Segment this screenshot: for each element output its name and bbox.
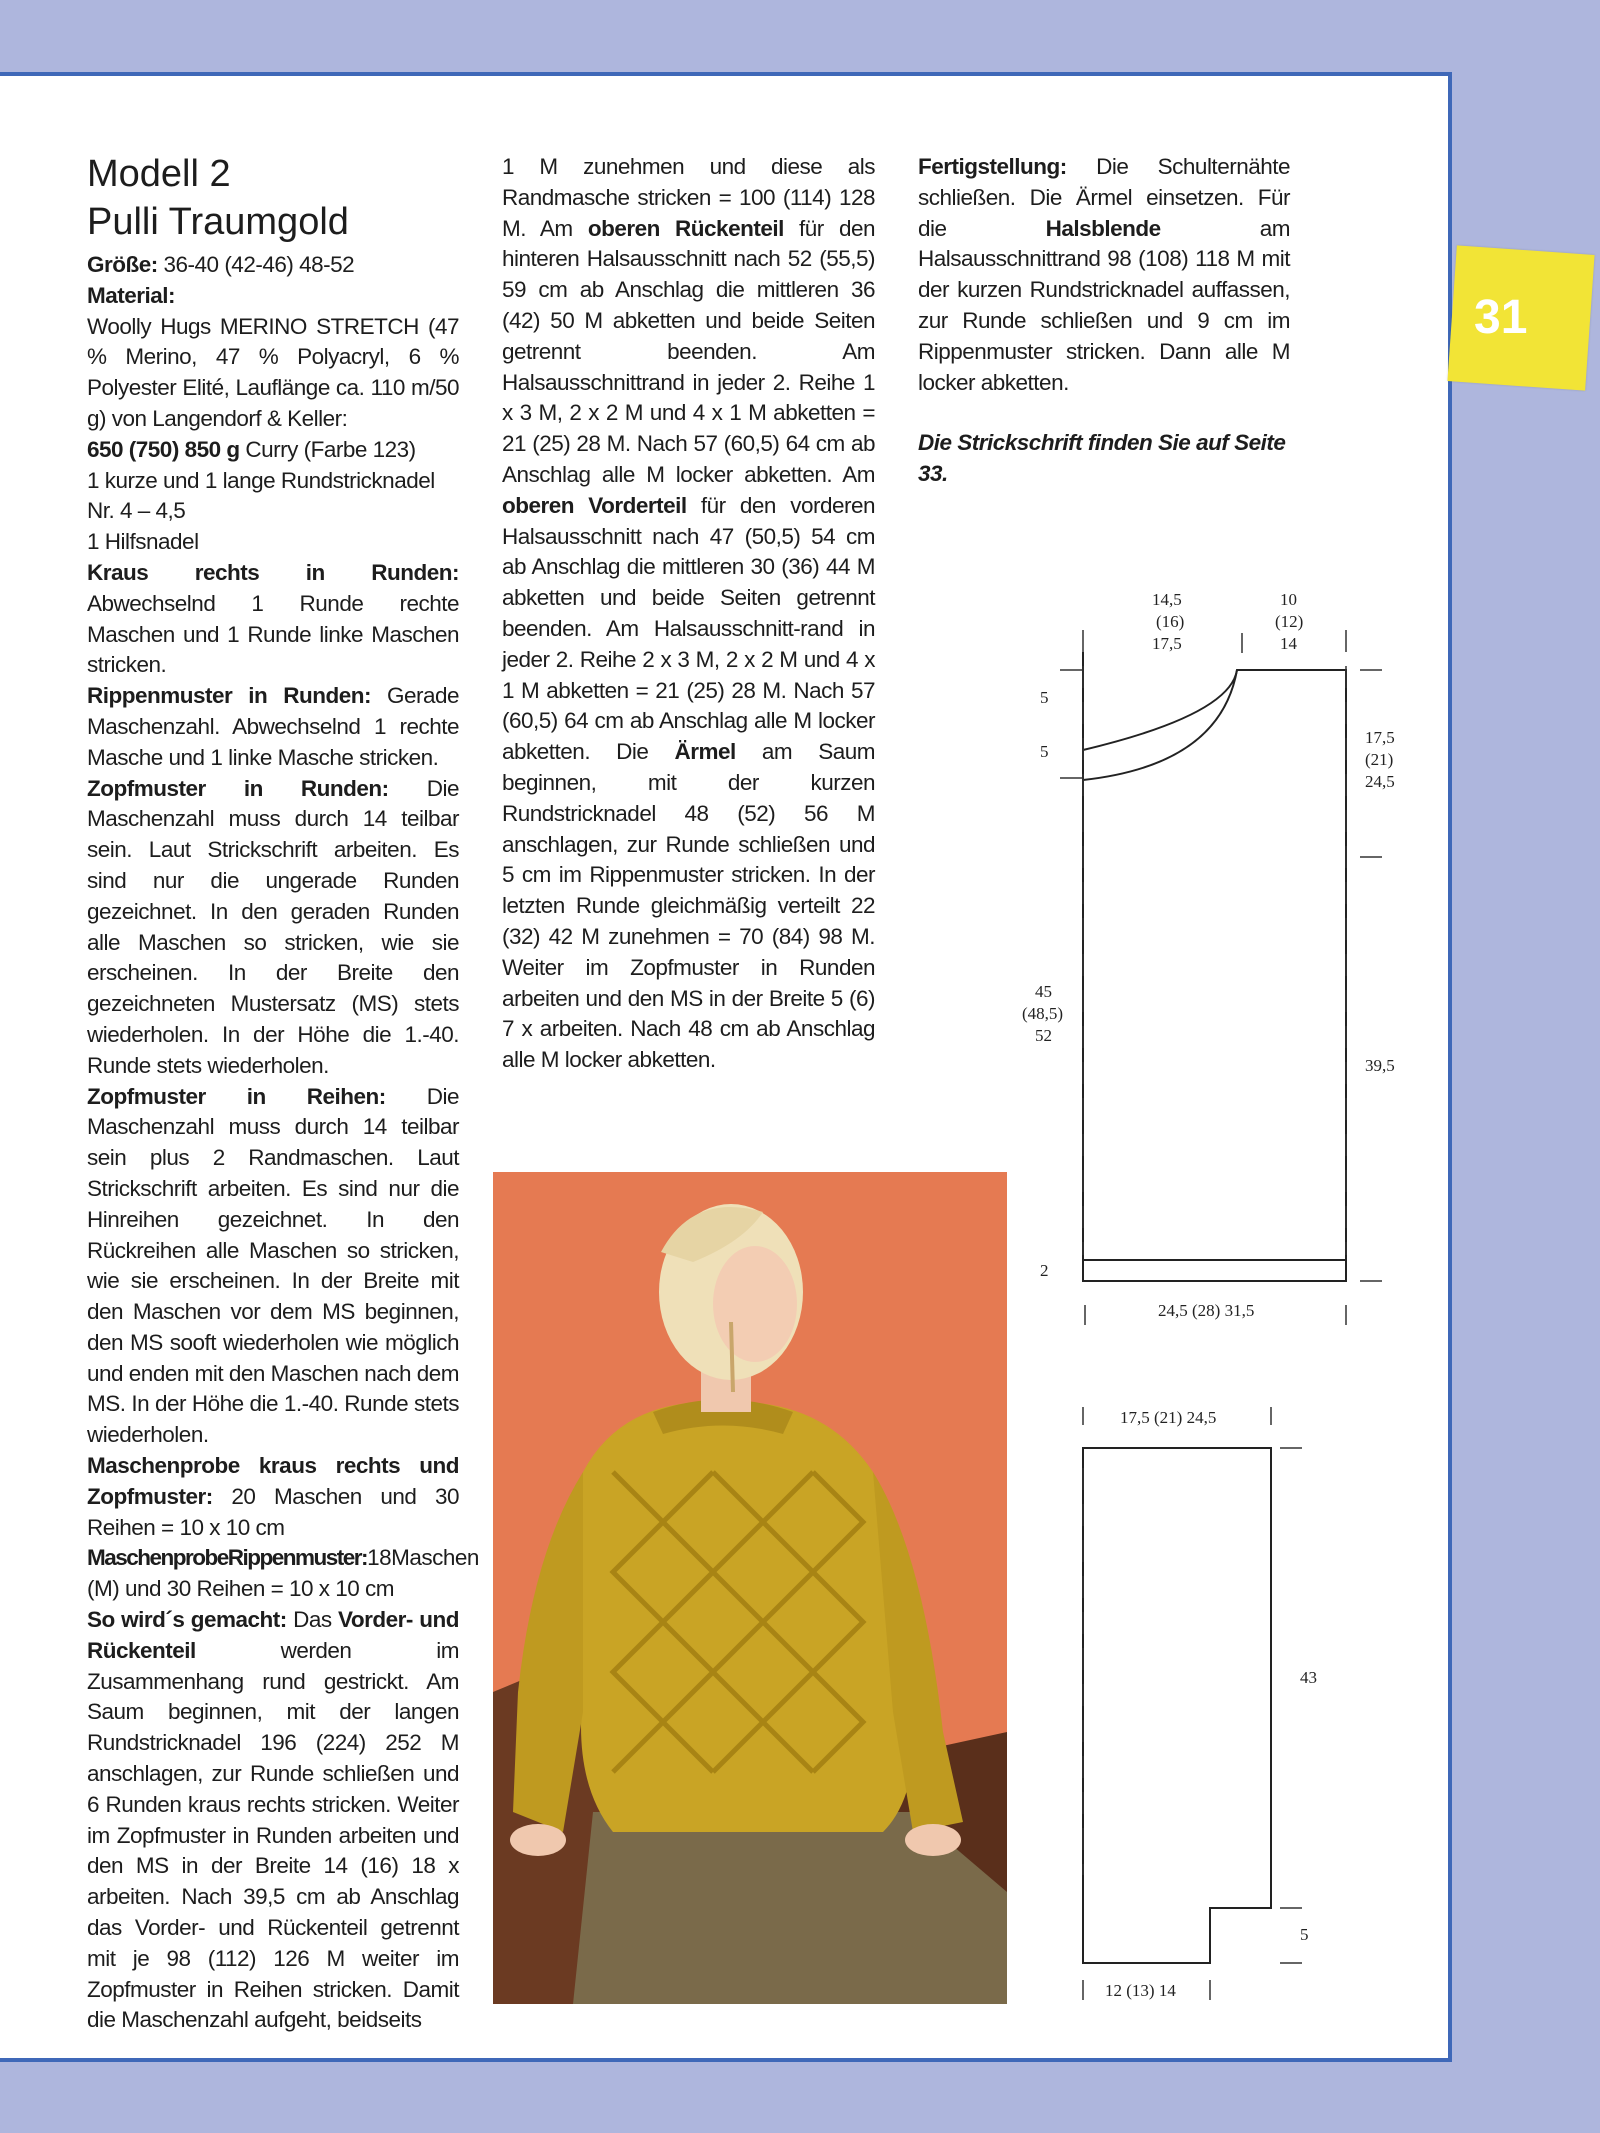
dim-neck-width-3: 17,5 — [1152, 634, 1182, 653]
dim-armhole-2: (21) — [1365, 750, 1394, 769]
column-1 — [87, 150, 479, 2036]
cable-needle-text: 1 Hilfsnadel — [87, 529, 199, 555]
right-hand — [905, 1824, 961, 1856]
dim-length-2: (48,5) — [1022, 1004, 1064, 1023]
cable-rows-paragraph: Zopfmuster in Reihen: Die Maschenzahl muss durch 14 teilbar sein plus 2 Randmaschen. Laut Strickschrift arbeiten. Es sind nur die Hinreihen gezeichnet. In den Rückreihen alle Maschen so stricken, wie sie erscheinen. In der Breite mit den Maschen vor dem MS beginnen, den MS sooft wiederholen wie möglich und enden mit den Maschen nach dem MS. In der Höhe die 1.-40. Runde stets wiederholen. — [87, 1083, 460, 1448]
photo-illustration — [493, 1172, 1007, 2004]
sleeve-schematic — [1083, 1407, 1317, 2000]
body-front-neckline — [1083, 670, 1237, 780]
dim-front-neck-depth: 5 — [1040, 742, 1049, 761]
gauge-rib-paragraph: MaschenprobeRippenmuster:18Maschen (M) und 30 Reihen = 10 x 10 cm — [87, 1545, 479, 1602]
cable-rounds-paragraph: Zopfmuster in Runden: Die Maschenzahl muss durch 14 teilbar sein. Laut Strickschrift arbeiten. Es sind nur die ungerade Runden gezeichnet. In den geraden Runden alle Maschen so stricken, wie sie erscheinen. In der Breite den gezeichneten Mustersatz (MS) stets wiederholen. In der Höhe die 1.-40. Runde stets wiederholen. — [87, 775, 460, 1078]
needles-text: 1 kurze und 1 lange Rundstricknadel Nr. 4 – 4,5 — [87, 467, 435, 524]
dim-neck-width-1: 14,5 — [1152, 590, 1182, 609]
garter-paragraph: Kraus rechts in Runden: Abwechselnd 1 Runde rechte Maschen und 1 Runde linke Maschen stricken. — [87, 559, 459, 678]
body-schematic — [1022, 590, 1395, 1325]
dim-sleeve-bottom: 12 (13) 14 — [1105, 1981, 1176, 2000]
dim-hem: 2 — [1040, 1261, 1049, 1280]
page-number: 31 — [1474, 291, 1528, 344]
sweater — [581, 1402, 915, 1832]
yarn-amount: 650 (750) 850 g Curry (Farbe 123) — [87, 436, 416, 462]
material-heading: Material: — [87, 282, 176, 308]
rib-paragraph: Rippenmuster in Runden: Gerade Maschenzahl. Abwechselnd 1 rechte Masche und 1 linke Masche stricken. — [87, 683, 459, 770]
dim-length-3: 52 — [1035, 1026, 1052, 1045]
finishing-paragraph: Fertigstellung: Die Schulternähte schließen. Die Ärmel einsetzen. Für die Halsblende am Halsausschnittrand 98 (108) 118 M mit der kurzen Rundstricknadel auffassen, zur Runde schließen und 9 cm im Rippenmuster stricken. Dann alle M locker abketten. — [918, 154, 1290, 395]
sleeve-guides — [1083, 1407, 1302, 2000]
schematic-diagrams — [990, 575, 1430, 2040]
body-outline — [1083, 652, 1346, 1281]
dim-sleeve-top: 17,5 (21) 24,5 — [1120, 1408, 1217, 1427]
dim-sleeve-cuff: 5 — [1300, 1925, 1309, 1944]
earring — [731, 1322, 733, 1392]
gauge-cable-paragraph: Maschenprobe kraus rechts und Zopfmuster: 20 Maschen und 30 Reihen = 10 x 10 cm — [87, 1453, 459, 1540]
title-name: Pulli Traumgold — [87, 201, 349, 243]
body-guides — [1060, 630, 1385, 1325]
schematic-svg — [990, 575, 1430, 2040]
dim-body-width: 24,5 (28) 31,5 — [1158, 1301, 1255, 1320]
dim-sleeve-length: 43 — [1300, 1668, 1317, 1687]
sweater-photo — [493, 1172, 1007, 2004]
dim-side-length: 39,5 — [1365, 1056, 1395, 1075]
dim-armhole-1: 17,5 — [1365, 728, 1395, 747]
dim-shoulder-1: 10 — [1280, 590, 1297, 609]
size-paragraph: Größe: 36-40 (42-46) 48-52 — [87, 252, 355, 277]
chart-reference-note: Die Strickschrift finden Sie auf Seite 33. — [918, 430, 1286, 487]
dim-shoulder-2: (12) — [1275, 612, 1304, 631]
title-model: Modell 2 — [87, 153, 231, 195]
column-3 — [918, 152, 1290, 490]
instructions-paragraph: So wird´s gemacht: Das Vorder- und Rückenteil werden im Zusammenhang rund gestrickt. Am Saum beginnen, mit der langen Rundstricknadel 196 (224) 252 M anschlagen, zur Runde schließen und 6 Runden kraus rechts stricken. Weiter im Zopfmuster in Runden arbeiten und den MS in der Breite 14 (16) 18 x arbeiten. Nach 39,5 cm ab Anschlag das Vorder- und Rückenteil getrennt mit je 98 (112) 126 M weiter im Zopfmuster in Reihen stricken. Damit die Maschenzahl aufgeht, beidseits — [87, 1607, 459, 2033]
dim-neck-width-2: (16) — [1156, 612, 1185, 631]
dim-shoulder-3: 14 — [1280, 634, 1297, 653]
face — [713, 1246, 797, 1362]
dim-back-neck-depth: 5 — [1040, 688, 1049, 707]
material-text: Woolly Hugs MERINO STRETCH (47 % Merino, 47 % Polyacryl, 6 % Polyester Elité, Lauflänge ca. 110 m/50 g) von Langendorf & Keller: — [87, 313, 459, 431]
dim-armhole-3: 24,5 — [1365, 772, 1395, 791]
column-2 — [502, 152, 875, 1076]
instructions-continued: 1 M zunehmen und diese als Randmasche stricken = 100 (114) 128 M. Am oberen Rückenteil für den hinteren Halsausschnitt nach 52 (55,5) 59 cm ab Anschlag die mittleren 36 (42) 50 M abketten und beide Seiten getrennt beenden. Am Halsausschnittrand in jeder 2. Reihe 1 x 3 M, 2 x 2 M und 4 x 1 M abketten = 21 (25) 28 M. Nach 57 (60,5) 64 cm ab Anschlag alle M locker abketten. Am oberen Vorderteil für den vorderen Halsausschnitt nach 47 (50,5) 54 cm ab Anschlag die mittleren 30 (36) 44 M abketten und beide Seiten getrennt beenden. Am Halsausschnitt-rand in jeder 2. Reihe 2 x 3 M, 2 x 2 M und 4 x 1 M abketten = 21 (25) 28 M. Nach 57 (60,5) 64 cm ab Anschlag alle M locker abketten. Die Ärmel am Saum beginnen, mit der kurzen Rundstricknadel 48 (52) 56 M anschlagen, zur Runde schließen und 5 cm im Rippenmuster stricken. In der letzten Runde gleichmäßig verteilt 22 (32) 42 M zunehmen = 70 (84) 98 M. Weiter im Zopfmuster in Runden arbeiten und den MS in der Breite 5 (6) 7 x arbeiten. Nach 48 cm ab Anschlag alle M locker abketten. — [502, 154, 875, 1073]
dim-length-1: 45 — [1035, 982, 1052, 1001]
sleeve-outline — [1083, 1448, 1271, 1963]
left-hand — [510, 1824, 566, 1856]
